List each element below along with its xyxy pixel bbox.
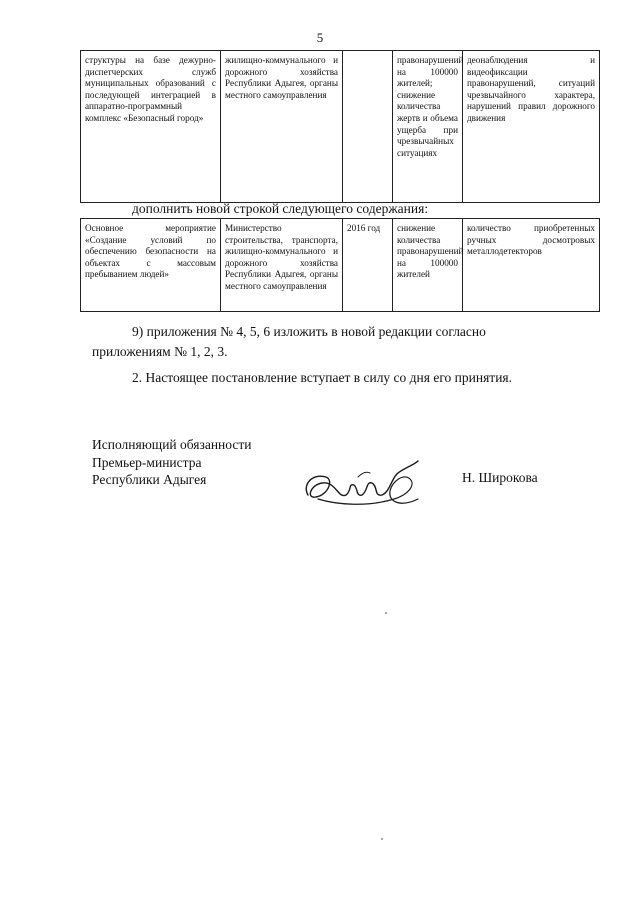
table-cell-period xyxy=(343,51,393,203)
signatory-name: Н. Широкова xyxy=(462,470,538,485)
table-cell-period: 2016 год xyxy=(343,219,393,312)
table-row xyxy=(81,219,600,312)
table-cell-effect: правонарушений на 100000 жителей; снижение количества жертв и объема ущерба при чрезвычайных ситуациях xyxy=(393,51,463,203)
table-row xyxy=(81,51,600,203)
signatory-title-line: Премьер-министра xyxy=(92,454,202,470)
table-cell-executors: жилищно-коммунального и дорожного хозяйства Республики Адыгея, органы местного самоуправления xyxy=(221,51,343,203)
signatory-title-line: Исполняющий обязанности xyxy=(92,437,252,452)
table-cell-executors: Министерство строительства, транспорта, жилищно-коммунального и дорожного хозяйства Республики Адыгея, органы местного самоуправления xyxy=(221,219,343,312)
scan-speck xyxy=(385,612,387,614)
table-cell-measure: Основное мероприятие «Создание условий по обеспечению безопасности на объектах с массовым пребыванием людей» xyxy=(81,219,221,312)
table-cell-measure: структуры на базе дежурно-диспетчерских служб муниципальных образований с последующей интеграцией в аппаратно-программный комплекс «Безопасный город» xyxy=(81,51,221,203)
handwritten-signature xyxy=(298,455,433,515)
table-cell-indicator: количество приобретенных ручных досмотровых металлодетекторов xyxy=(463,219,600,312)
paragraph-9: 9) приложения № 4, 5, 6 изложить в новой редакции согласно приложениям № 1, 2, 3. xyxy=(92,324,486,359)
program-table-continued xyxy=(80,50,600,203)
page-number: 5 xyxy=(316,30,324,45)
scan-speck xyxy=(381,838,383,840)
table-cell-indicator: деонаблюдения и видеофиксации правонарушений, ситуаций чрезвычайного характера, нарушений правил дорожного движения xyxy=(463,51,600,203)
append-instruction: дополнить новой строкой следующего содержания: xyxy=(132,201,429,216)
table-cell-effect: снижение количества правонарушений на 100000 жителей xyxy=(393,219,463,312)
paragraph-2: 2. Настоящее постановление вступает в силу со дня его принятия. xyxy=(132,370,513,385)
signatory-title xyxy=(92,436,251,489)
signatory-title-line: Республики Адыгея xyxy=(92,472,207,487)
program-table-new-row xyxy=(80,218,600,312)
